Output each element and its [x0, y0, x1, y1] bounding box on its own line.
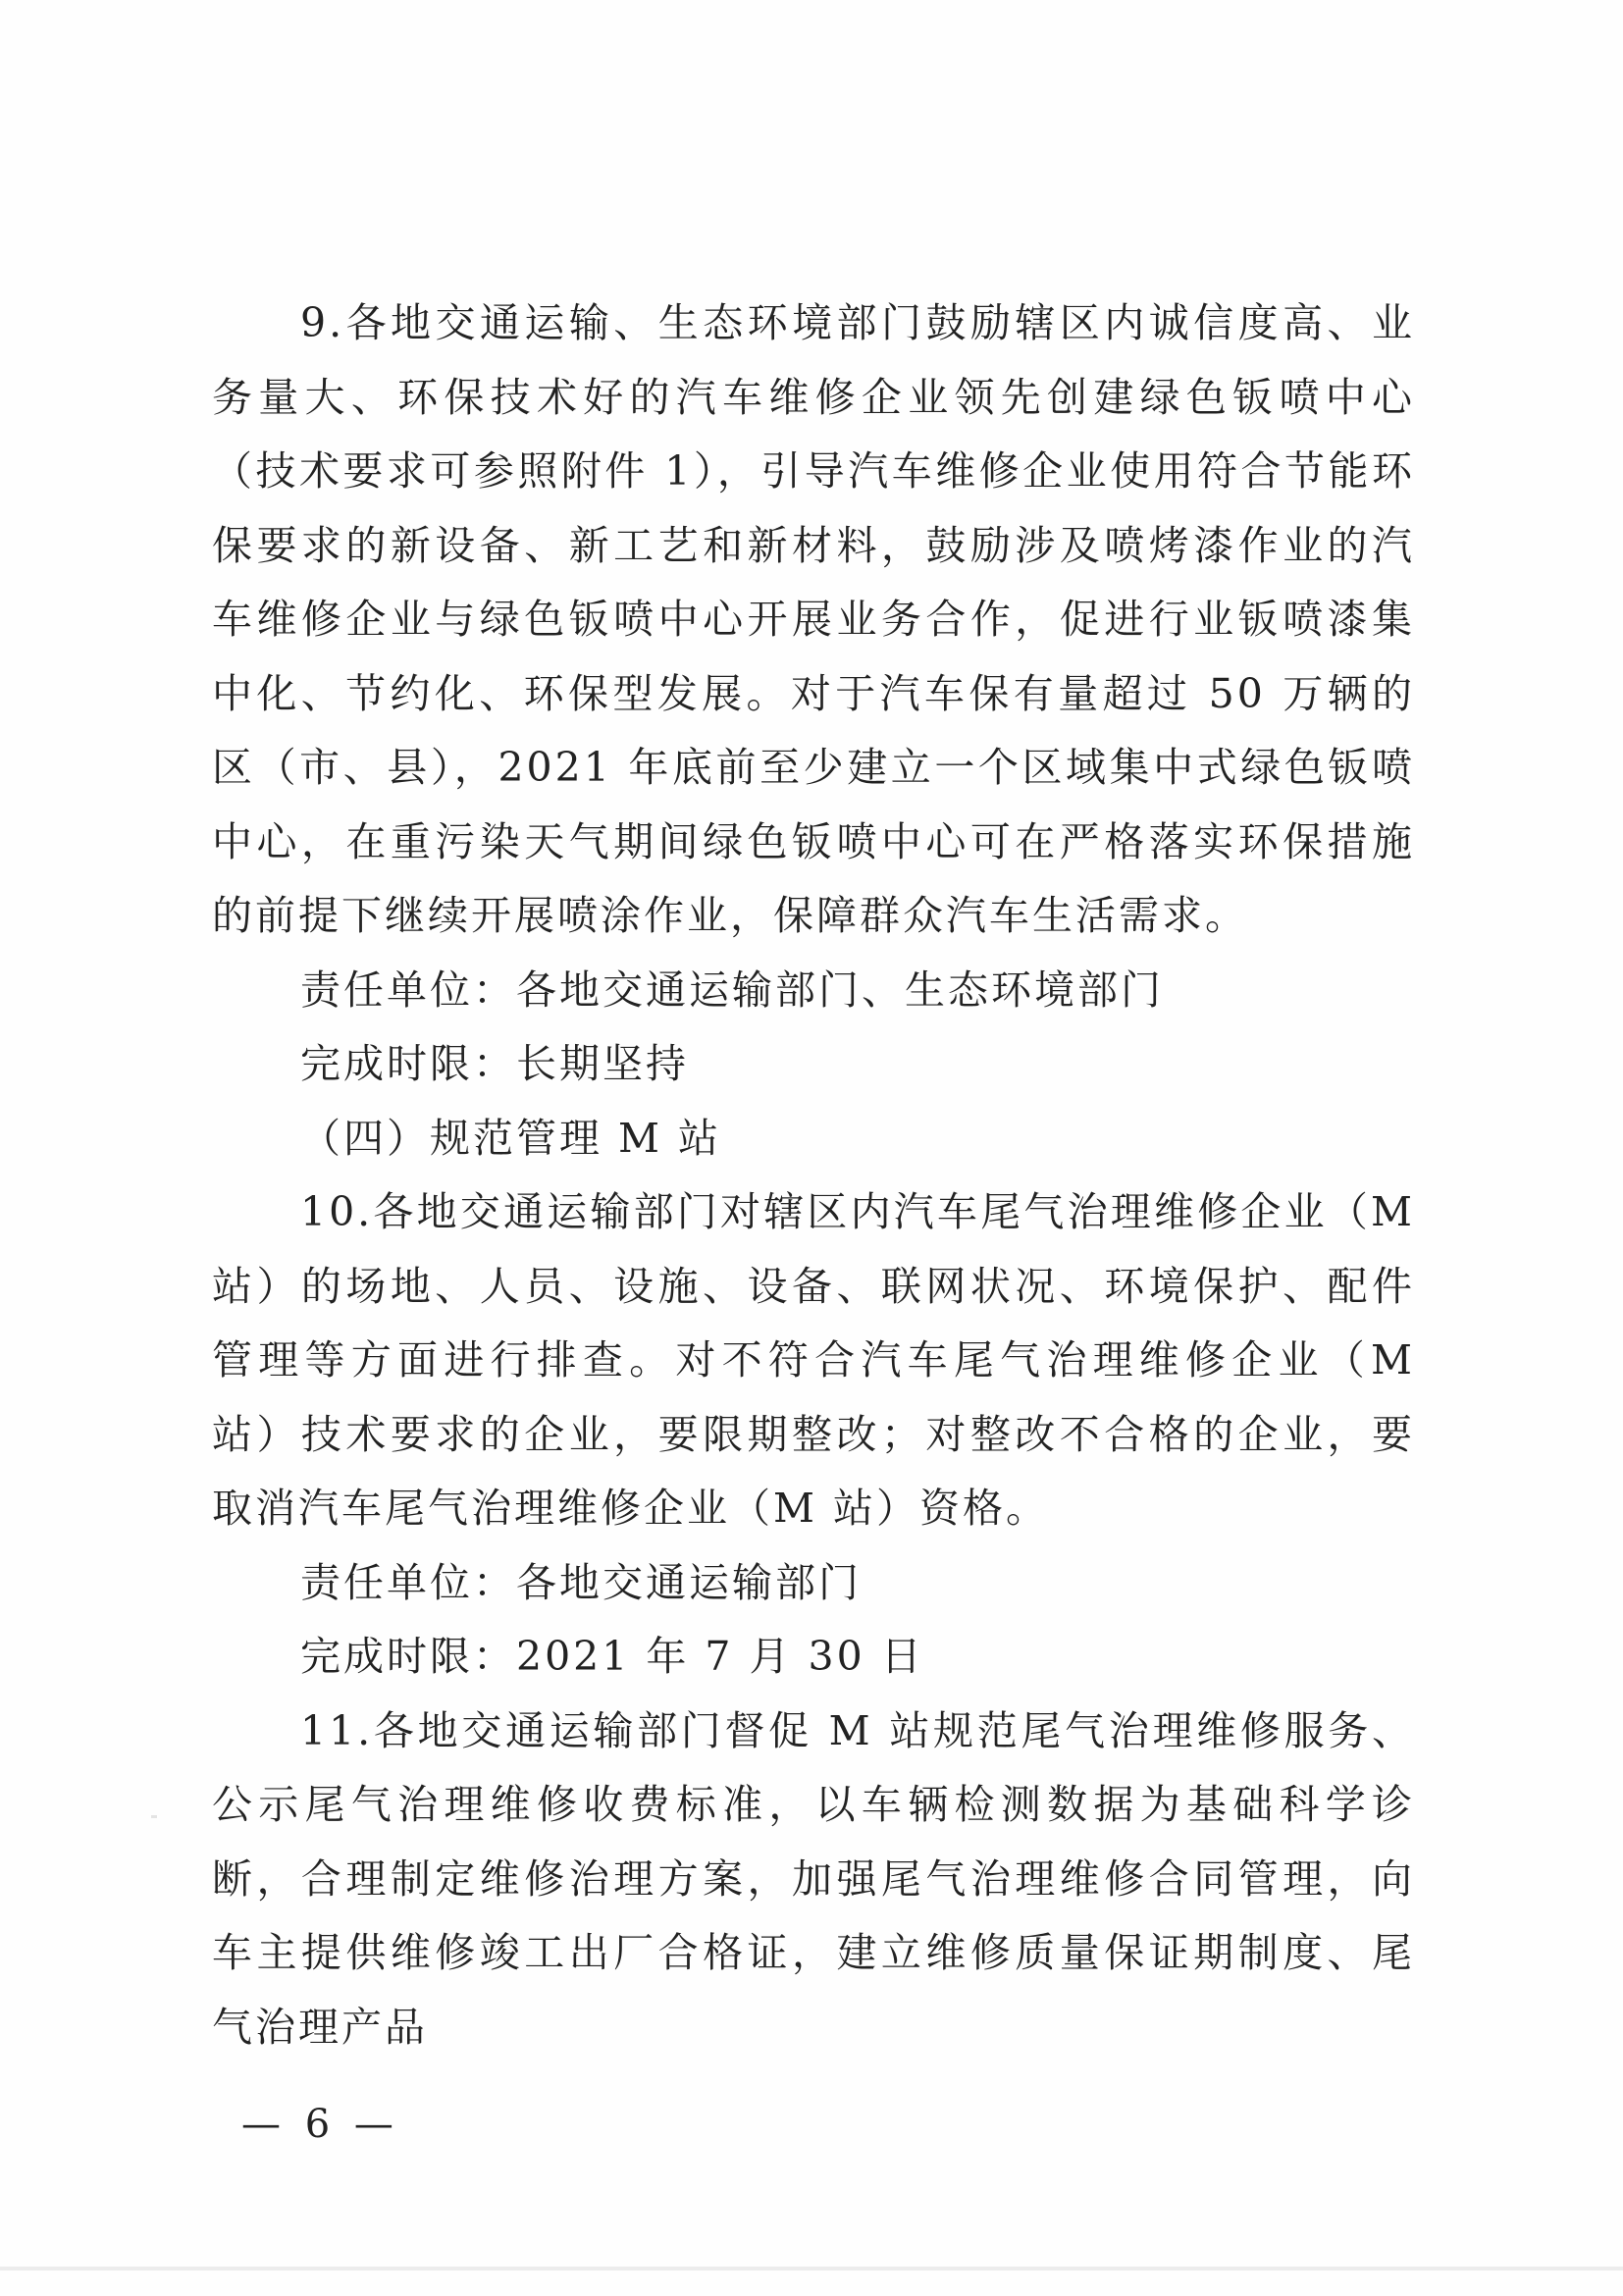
scan-speck: [151, 1815, 157, 1818]
scan-edge-line: [0, 2267, 1623, 2270]
section-heading-4: （四）规范管理 M 站: [300, 1114, 722, 1162]
paragraph-item-11: 11.各地交通运输部门督促 M 站规范尾气治理维修服务、公示尾气治理维修收费标准，以车辆检测数据为基础科学诊断，合理制定维修治理方案，加强尾气治理维修合同管理，向车主提供维修竣工出厂合格证，建立维修质量保证期制度、尾气治理产品: [212, 1706, 1415, 2051]
deadline-9: 完成时限：长期坚持: [300, 1040, 689, 1087]
paragraph-item-10: 10.各地交通运输部门对辖区内汽车尾气治理维修企业（M 站）的场地、人员、设施、设备、联网状况、环境保护、配件管理等方面进行排查。对不符合汽车尾气治理维修企业（M 站）技术要求的企业，要限期整改；对整改不合格的企业，要取消汽车尾气治理维修企业（M 站）资格。: [212, 1188, 1415, 1532]
responsible-unit-10: 责任单位：各地交通运输部门: [300, 1558, 862, 1606]
document-body: [212, 287, 1415, 2064]
page-number: — 6 —: [241, 2102, 399, 2147]
paragraph-item-9: 9.各地交通运输、生态环境部门鼓励辖区内诚信度高、业务量大、环保技术好的汽车维修企业领先创建绿色钣喷中心（技术要求可参照附件 1），引导汽车维修企业使用符合节能环保要求的新设备、新工艺和新材料，鼓励涉及喷烤漆作业的汽车维修企业与绿色钣喷中心开展业务合作，促进行业钣喷漆集中化、节约化、环保型发展。对于汽车保有量超过 50 万辆的区（市、县），2021 年底前至少建立一个区域集中式绿色钣喷中心，在重污染天气期间绿色钣喷中心可在严格落实环保措施的前提下继续开展喷涂作业，保障群众汽车生活需求。: [212, 299, 1415, 939]
responsible-unit-9: 责任单位：各地交通运输部门、生态环境部门: [300, 965, 1164, 1014]
deadline-10: 完成时限：2021 年 7 月 30 日: [300, 1633, 924, 1680]
